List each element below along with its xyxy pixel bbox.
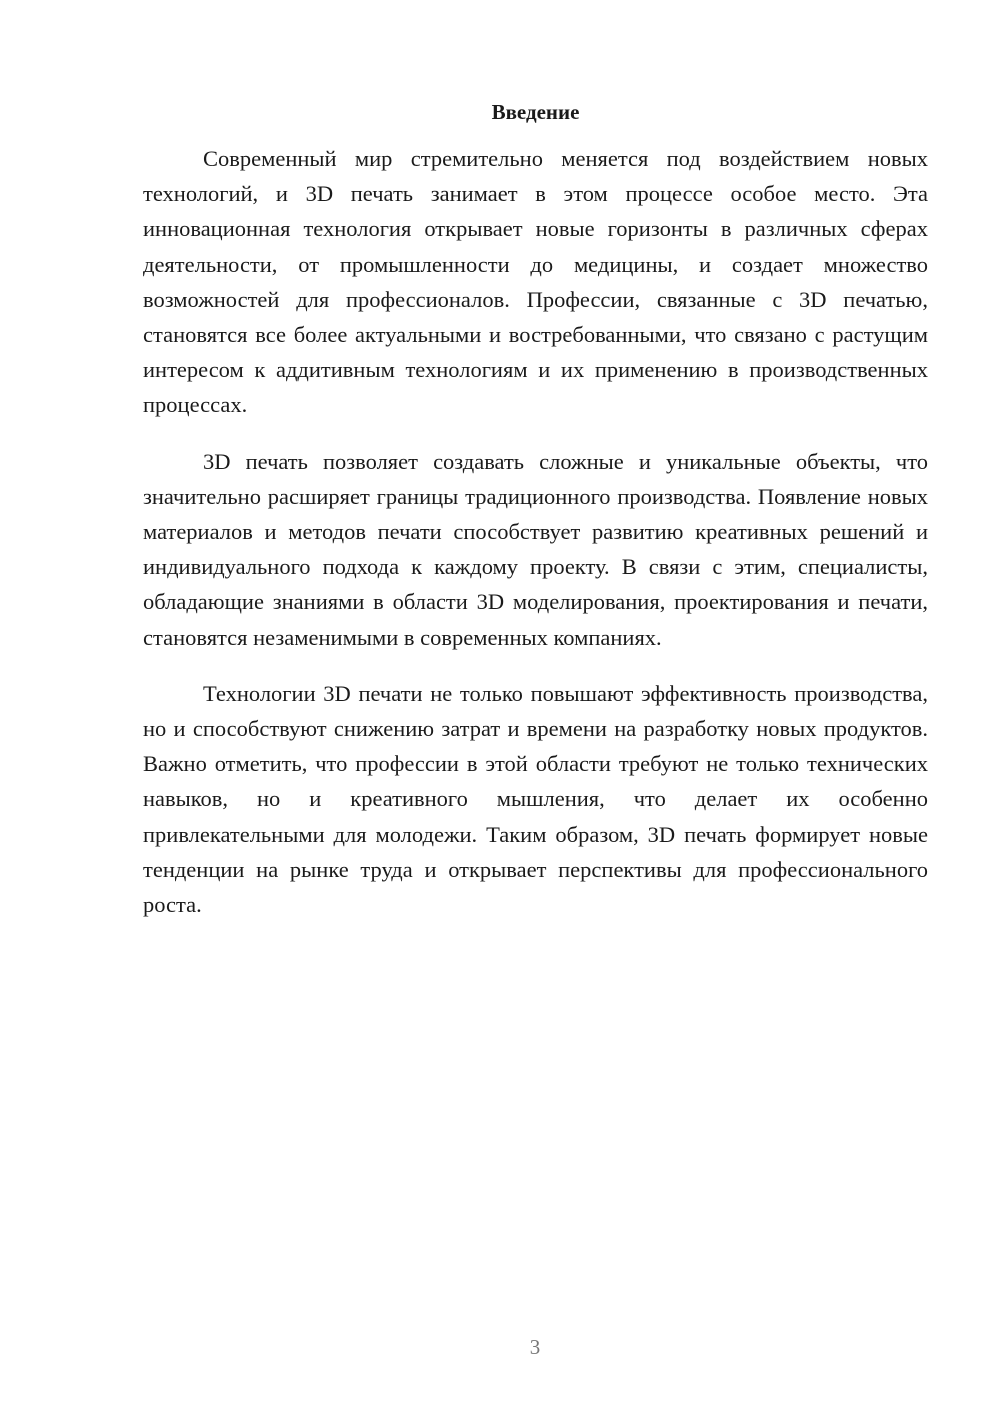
section-heading: Введение: [491, 100, 580, 124]
page-content: [143, 95, 928, 943]
paragraph-1: Современный мир стремительно меняется под воздействием новых технологий, и 3D печать занимает в этом процессе особое место. Эта инновационная технология открывает новые горизонты в различных сферах деятельности, от промышленности до медицины, и создает множество возможностей для профессионалов. Профессии, связанные с 3D печатью, становятся все более актуальными и востребованными, что связано с растущим интересом к аддитивным технологиям и их применению в производственных процессах.: [143, 146, 928, 418]
page-number: 3: [529, 1335, 541, 1359]
paragraph-3: Технологии 3D печати не только повышают эффективность производства, но и способствуют снижению затрат и времени на разработку новых продуктов. Важно отметить, что профессии в этой области требуют не только технических навыков, но и креативного мышления, что делает их особенно привлекательными для молодежи. Таким образом, 3D печать формирует новые тенденции на рынке труда и открывает перспективы для профессионального роста.: [143, 680, 928, 918]
paragraph-2: 3D печать позволяет создавать сложные и уникальные объекты, что значительно расширяет границы традиционного производства. Появление новых материалов и методов печати способствует развитию креативных решений и индивидуального подхода к каждому проекту. В связи с этим, специалисты, обладающие знаниями в области 3D моделирования, проектирования и печати, становятся незаменимыми в современных компаниях.: [143, 448, 928, 650]
